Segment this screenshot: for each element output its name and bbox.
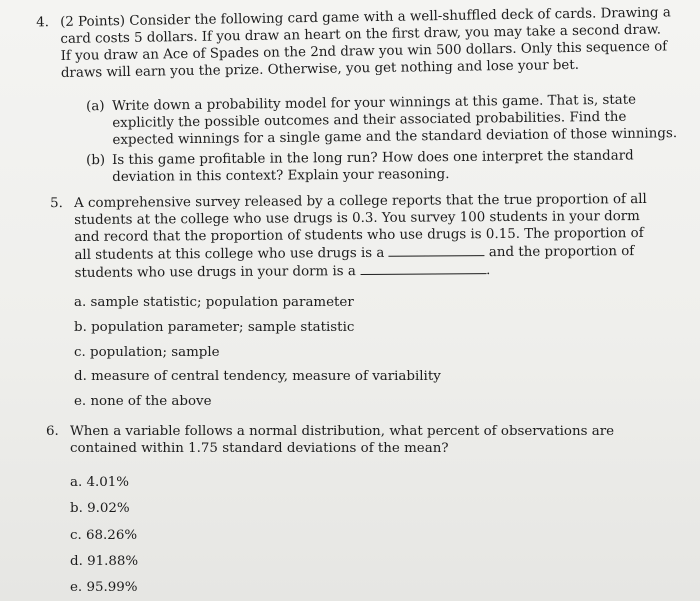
answer-blank-1[interactable] [389, 243, 485, 257]
question-6-option-c: c. 68.26% [70, 528, 138, 543]
answer-blank-2[interactable] [360, 261, 486, 275]
question-6-number: 6. [46, 424, 59, 439]
question-5-text-2: and the proportion of students who use drugs in your dorm is a [74, 244, 635, 281]
question-6 [46, 423, 670, 457]
part-b-label: (b) [86, 153, 106, 169]
question-5-text-3: . [486, 263, 491, 279]
question-5-option-a: a. sample statistic; population parameter [74, 295, 354, 310]
part-a-text: Write down a probability model for your winnings at this game. That is, state explicitly the possible outcomes and their associated probabilities. Find the expected winnings for a single game and the standard deviation of those winnings. [112, 92, 678, 148]
question-5-option-c: c. population; sample [74, 345, 220, 360]
question-5-option-e: e. none of the above [74, 394, 212, 409]
question-6-option-e: e. 95.99% [70, 580, 138, 595]
question-6-option-d: d. 91.88% [70, 554, 139, 569]
question-5-number: 5. [50, 196, 63, 212]
part-b-text: Is this game profitable in the long run? How does one interpret the standard deviation in this context? Explain your reasoning. [112, 148, 634, 185]
question-6-option-b: b. 9.02% [70, 501, 130, 516]
question-6-option-a: a. 4.01% [70, 475, 130, 490]
question-4-part-a [86, 91, 683, 149]
question-5-option-d: d. measure of central tendency, measure of variability [74, 369, 441, 384]
part-a-label: (a) [86, 99, 105, 115]
question-5-option-b: b. population parameter; sample statistic [74, 320, 355, 335]
question-4-number: 4. [36, 15, 50, 31]
question-6-text: When a variable follows a normal distribution, what percent of observations are contained within 1.75 standard deviations of the mean? [70, 424, 615, 456]
question-4-text: (2 Points) Consider the following card game with a well-shuffled deck of cards. Drawing a card costs 5 dollars. If you draw an heart on the first draw, you may take a second draw. If you draw an Ace of Spades on the 2nd draw you win 500 dollars. Only this sequence of draws will earn you the prize. Otherwise, you get nothing and lose your bet. [60, 5, 671, 81]
question-5-text-1: A comprehensive survey released by a college reports that the true proportion of all students at the college who use drugs is 0.3. You survey 100 students in your dorm and record that the proportion of students who use drugs is 0.15. The proportion of all students at this college who use drugs is a [74, 192, 647, 263]
question-5 [50, 191, 661, 282]
question-4 [36, 4, 673, 82]
question-4-part-b [86, 147, 682, 186]
